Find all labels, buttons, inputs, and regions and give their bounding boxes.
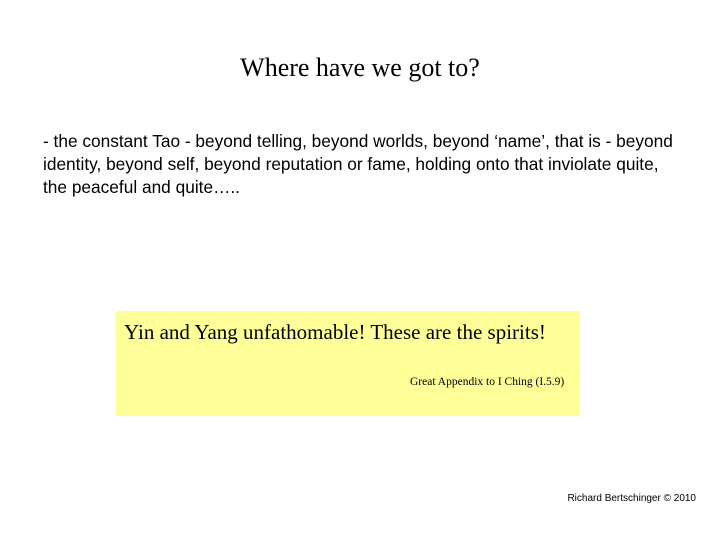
slide-title: Where have we got to? [240, 53, 480, 82]
quote-source: Great Appendix to I Ching (I.5.9) [410, 376, 565, 388]
quote-box [116, 311, 580, 416]
quote-text: Yin and Yang unfathomable! These are the spirits! [124, 320, 546, 344]
footer-credit: Richard Bertschinger © 2010 [567, 493, 696, 504]
body-paragraph: - the constant Tao - beyond telling, beyond worlds, beyond ‘name’, that is - beyond identity, beyond self, beyond reputation or fame, holding onto that inviolate quite, the peaceful and quite….. [43, 131, 673, 197]
